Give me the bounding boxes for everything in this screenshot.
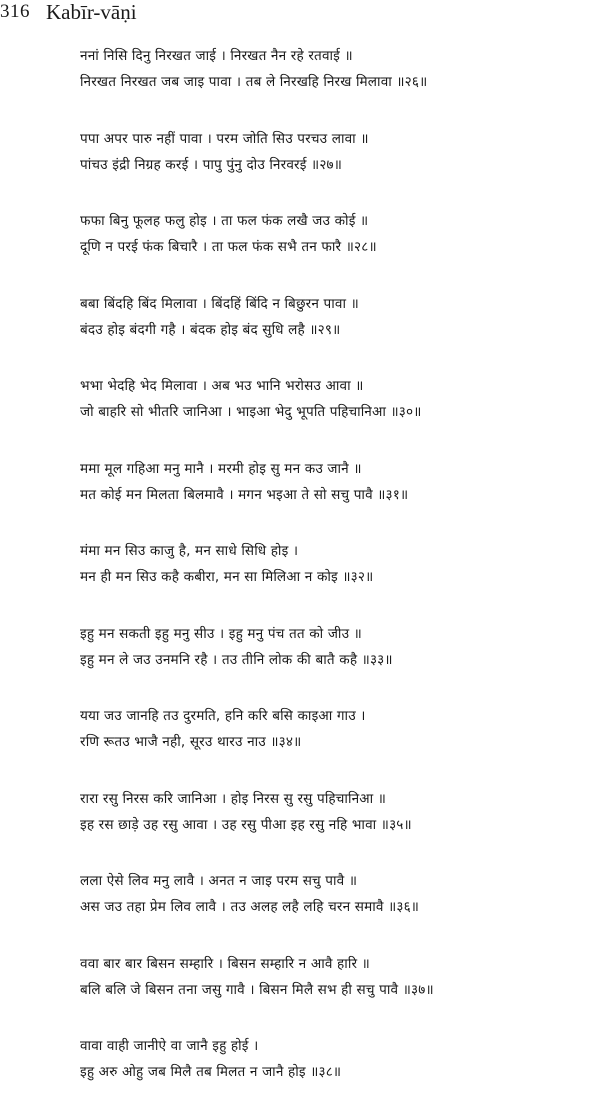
verse-line: भभा भेदहि भेद मिलावा । अब भउ भानि भरोसउ आवा ॥ bbox=[80, 378, 364, 394]
verse-line: रणि रूतउ भाजै नही, सूरउ थारउ नाउ ॥३४॥ bbox=[80, 734, 302, 750]
verse-line: इहु मन सकती इहु मनु सीउ । इहु मनु पंच तत को जीउ ॥ bbox=[80, 625, 362, 642]
verse-line: पपा अपर पारु नहीं पावा । परम जोति सिउ परचउ लावा ॥ bbox=[80, 130, 369, 147]
verse-line: जो बाहरि सो भीतरि जानिआ । भाइआ भेदु भूपति पहिचानिआ ॥३०॥ bbox=[80, 404, 422, 420]
verse-30 bbox=[80, 373, 595, 456]
verse-line: पांचउ इंद्री निग्रह करई । पापु पुंनु दोउ निरवरई ॥२७॥ bbox=[80, 156, 343, 173]
page-number: 316 bbox=[0, 1, 30, 22]
verse-line: बलि बलि जे बिसन तना जसु गावै । बिसन मिलै सभ ही सचु पावै ॥३७॥ bbox=[80, 981, 434, 998]
verse-line: यया जउ जानहि तउ दुरमति, हनि करि बसि काइआ गाउ । bbox=[80, 708, 366, 724]
verse-line: मंमा मन सिउ काजु है, मन साधे सिधि होइ । bbox=[80, 543, 299, 559]
verse-line: बबा बिंदहि बिंद मिलावा । बिंदहिं बिंदि न बिछुरन पावा ॥ bbox=[80, 295, 359, 312]
verse-27 bbox=[80, 126, 595, 209]
verse-32 bbox=[80, 538, 595, 621]
verse-line: बंदउ होइ बंदगी गहै । बंदक होइ बंद सुधि लहै ॥२९॥ bbox=[80, 321, 341, 338]
verse-line: लला ऐसे लिव मनु लावै । अनत न जाइ परम सचु पावै ॥ bbox=[80, 873, 358, 889]
verse-line: ममा मूल गहिआ मनु मानै । मरमी होइ सु मन कउ जानै ॥ bbox=[80, 460, 362, 477]
verse-34 bbox=[80, 703, 595, 786]
verse-38 bbox=[80, 1033, 595, 1116]
verse-35 bbox=[80, 786, 595, 869]
verse-line: रारा रसु निरस करि जानिआ । होइ निरस सु रसु पहिचानिआ ॥ bbox=[80, 790, 387, 807]
verse-list bbox=[80, 43, 595, 1116]
verse-line: फफा बिनु फूलह फलु होइ । ता फल फंक लखै जउ कोई ॥ bbox=[80, 213, 369, 229]
verse-line: ववा बार बार बिसन सम्हारि । बिसन सम्हारि न आवै हारि ॥ bbox=[80, 955, 370, 972]
verse-31 bbox=[80, 456, 595, 539]
verse-line: अस जउ तहा प्रेम लिव लावै । तउ अलह लहै लहि चरन समावै ॥३६॥ bbox=[80, 899, 420, 915]
verse-37 bbox=[80, 951, 595, 1034]
page-header bbox=[0, 0, 600, 30]
verse-26 bbox=[80, 43, 595, 126]
verse-line: इहु अरु ओहु जब मिलै तब मिलत न जानै होइ ॥३८॥ bbox=[80, 1064, 342, 1080]
verse-36 bbox=[80, 868, 595, 951]
verse-28 bbox=[80, 208, 595, 291]
verse-line: निरखत निरखत जब जाइ पावा । तब ले निरखहि निरख मिलावा ॥२६॥ bbox=[80, 74, 428, 90]
verse-line: इहु मन ले जउ उनमनि रहै । तउ तीनि लोक की बातै कहै ॥३३॥ bbox=[80, 651, 393, 668]
verse-line: ननां निसि दिनु निरखत जाई । निरखत नैन रहे रतवाई ॥ bbox=[80, 48, 353, 64]
verse-line: मन ही मन सिउ कहै कबीरा, मन सा मिलिआ न कोइ ॥३२॥ bbox=[80, 569, 374, 585]
verse-line: इह रस छाड़े उह रसु आवा । उह रसु पीआ इह रसु नहि भावा ॥३५॥ bbox=[80, 816, 412, 833]
verse-line: दूणि न परई फंक बिचारै । ता फल फंक सभै तन फारै ॥२८॥ bbox=[80, 239, 377, 255]
running-title: Kabīr-vāṇi bbox=[46, 0, 137, 24]
verse-33 bbox=[80, 621, 595, 704]
verse-29 bbox=[80, 291, 595, 374]
verse-line: वावा वाही जानीऐ वा जानै इहु होई । bbox=[80, 1038, 259, 1054]
verse-line: मत कोई मन मिलता बिलमावै । मगन भइआ ते सो सचु पावै ॥३१॥ bbox=[80, 486, 409, 503]
